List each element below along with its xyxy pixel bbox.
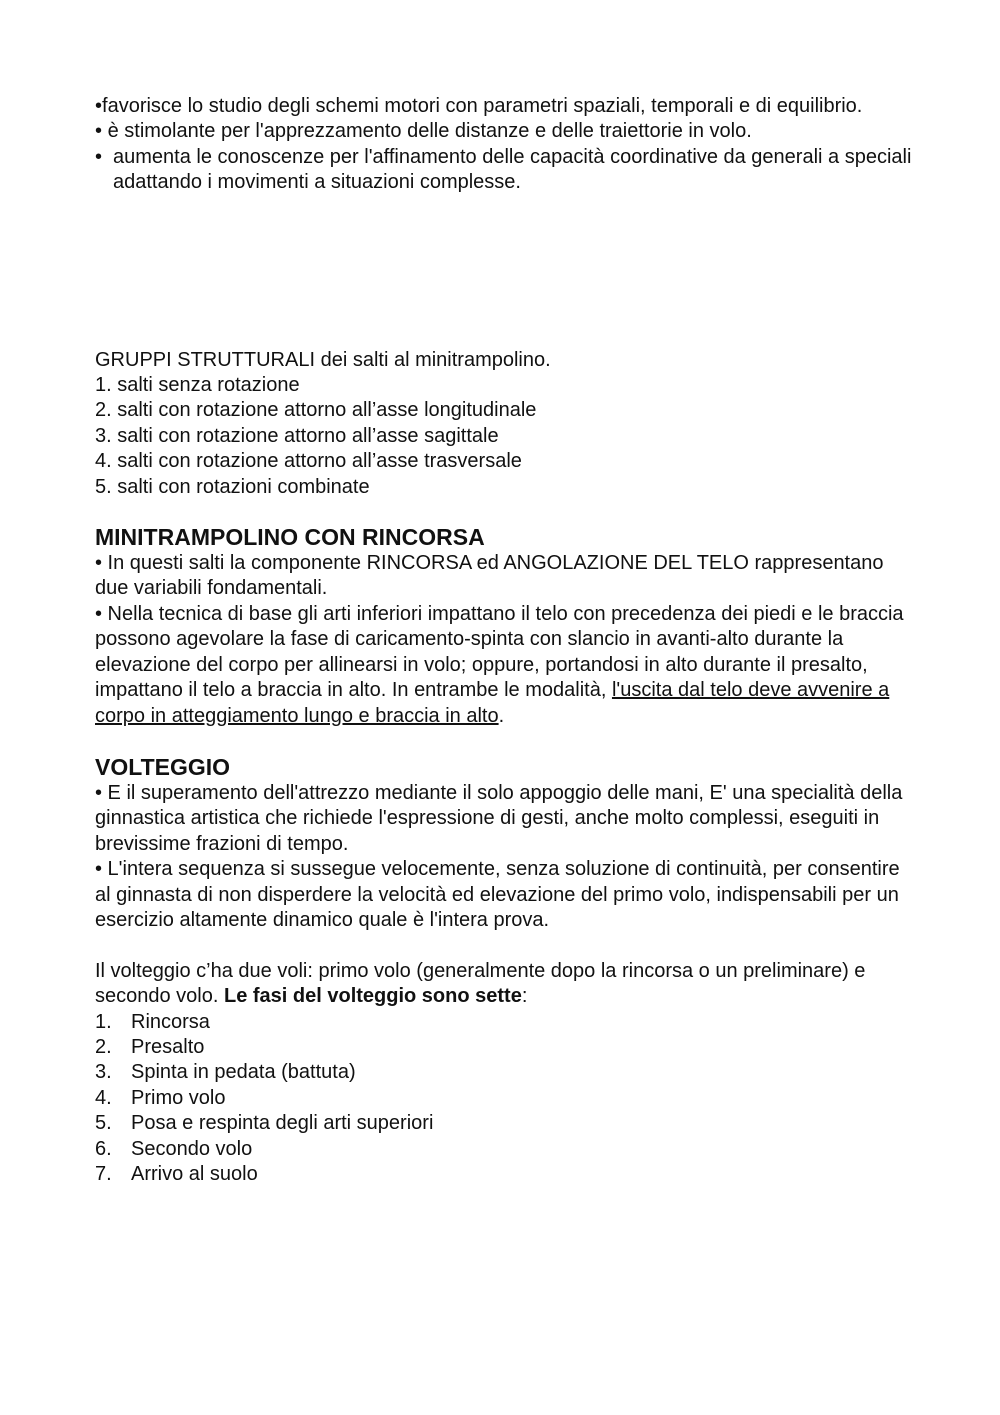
- phase-number: 3.: [95, 1061, 112, 1084]
- minitrampolino-paragraph-2: [95, 602, 915, 729]
- phase-label: Presalto: [131, 1035, 205, 1058]
- phases-list: [95, 1010, 915, 1188]
- intro-bullet-text: favorisce lo studio degli schemi motori con parametri spaziali, temporali e di equilibrio.: [102, 95, 863, 117]
- intro-bullet-item: [95, 119, 915, 144]
- colon: :: [521, 985, 528, 1008]
- bullet-marker: •: [95, 145, 103, 168]
- phase-item: [95, 1162, 915, 1187]
- phase-number: 2.: [95, 1035, 112, 1058]
- period: .: [498, 704, 505, 727]
- phase-number: 5.: [95, 1112, 112, 1135]
- groups-list-item: 5. salti con rotazioni combinate: [95, 475, 370, 498]
- phase-item: [95, 1035, 915, 1060]
- phase-label: Posa e respinta degli arti superiori: [131, 1112, 434, 1135]
- groups-list-item: 4. salti con rotazione attorno all’asse trasversale: [95, 450, 522, 473]
- intro-bullet-text: è stimolante per l'apprezzamento delle distanze e delle traiettorie in volo.: [107, 120, 752, 143]
- phase-number: 6.: [95, 1137, 112, 1160]
- volteggio-paragraph-3-text: Il volteggio c’ha due voli: primo volo (generalmente dopo la rincorsa o un preliminare) e secondo volo.: [95, 959, 866, 1008]
- groups-list-item: 2. salti con rotazione attorno all’asse longitudinale: [95, 399, 537, 422]
- groups-list: [95, 373, 915, 500]
- phase-item: [95, 1137, 915, 1162]
- intro-bullet-list: [95, 94, 915, 196]
- intro-bullet-text: aumenta le conoscenze per l'affinamento delle capacità coordinative da generali a speciali adattando i movimenti a situazioni complesse.: [113, 145, 912, 194]
- phase-label: Spinta in pedata (battuta): [131, 1061, 356, 1084]
- document-page: [95, 94, 915, 1187]
- phase-number: 1.: [95, 1010, 112, 1033]
- phase-label: Rincorsa: [131, 1010, 210, 1033]
- bullet-marker: •: [95, 95, 103, 117]
- groups-list-item: 3. salti con rotazione attorno all’asse sagittale: [95, 424, 499, 447]
- volteggio-heading: VOLTEGGIO: [95, 753, 231, 780]
- phase-item: [95, 1060, 915, 1085]
- phase-item: [95, 1010, 915, 1035]
- phase-label: Primo volo: [131, 1086, 226, 1109]
- bullet-marker: •: [95, 120, 103, 143]
- volteggio-paragraph-1: • E il superamento dell'attrezzo mediante il solo appoggio delle mani, E' una specialità della ginnastica artistica che richiede l'espressione di gesti, anche molto complessi, eseguiti in brevissime frazioni di tempo.: [95, 781, 903, 855]
- groups-title: GRUPPI STRUTTURALI dei salti al minitrampolino.: [95, 348, 551, 371]
- underlined-emphasis: l'uscita dal telo deve avvenire a corpo in atteggiamento lungo e braccia in alto: [95, 679, 890, 727]
- volteggio-paragraph-3: [95, 959, 915, 1010]
- volteggio-paragraph-2: • L'intera sequenza si sussegue velocemente, senza soluzione di continuità, per consentire al ginnasta di non disperdere la velocità ed elevazione del primo volo, indispensabili per un esercizio altamente dinamico quale è l'intera prova.: [95, 858, 900, 931]
- phase-label: Arrivo al suolo: [131, 1162, 258, 1185]
- bold-emphasis: Le fasi del volteggio sono sette: [223, 985, 522, 1008]
- intro-bullet-item: [95, 145, 915, 196]
- phase-label: Secondo volo: [131, 1137, 253, 1160]
- phase-number: 4.: [95, 1086, 112, 1109]
- intro-bullet-item: [95, 94, 915, 119]
- minitrampolino-paragraph-1: • In questi salti la componente RINCORSA ed ANGOLAZIONE DEL TELO rappresentano due variabili fondamentali.: [95, 552, 884, 600]
- minitrampolino-heading: MINITRAMPOLINO CON RINCORSA: [95, 524, 485, 551]
- groups-list-item: 1. salti senza rotazione: [95, 374, 300, 397]
- phase-item: [95, 1111, 915, 1136]
- phase-number: 7.: [95, 1162, 112, 1185]
- minitrampolino-paragraph-2-text: • Nella tecnica di base gli arti inferiori impattano il telo con precedenza dei piedi e le braccia possono agevolare la fase di caricamento-spinta con slancio in avanti-alto durante la elevazione del corpo per allinearsi in volo; oppure, portandosi in alto durante il presalto, impattano il telo a braccia in alto. In entrambe le modalità,: [95, 602, 904, 702]
- phase-item: [95, 1086, 915, 1111]
